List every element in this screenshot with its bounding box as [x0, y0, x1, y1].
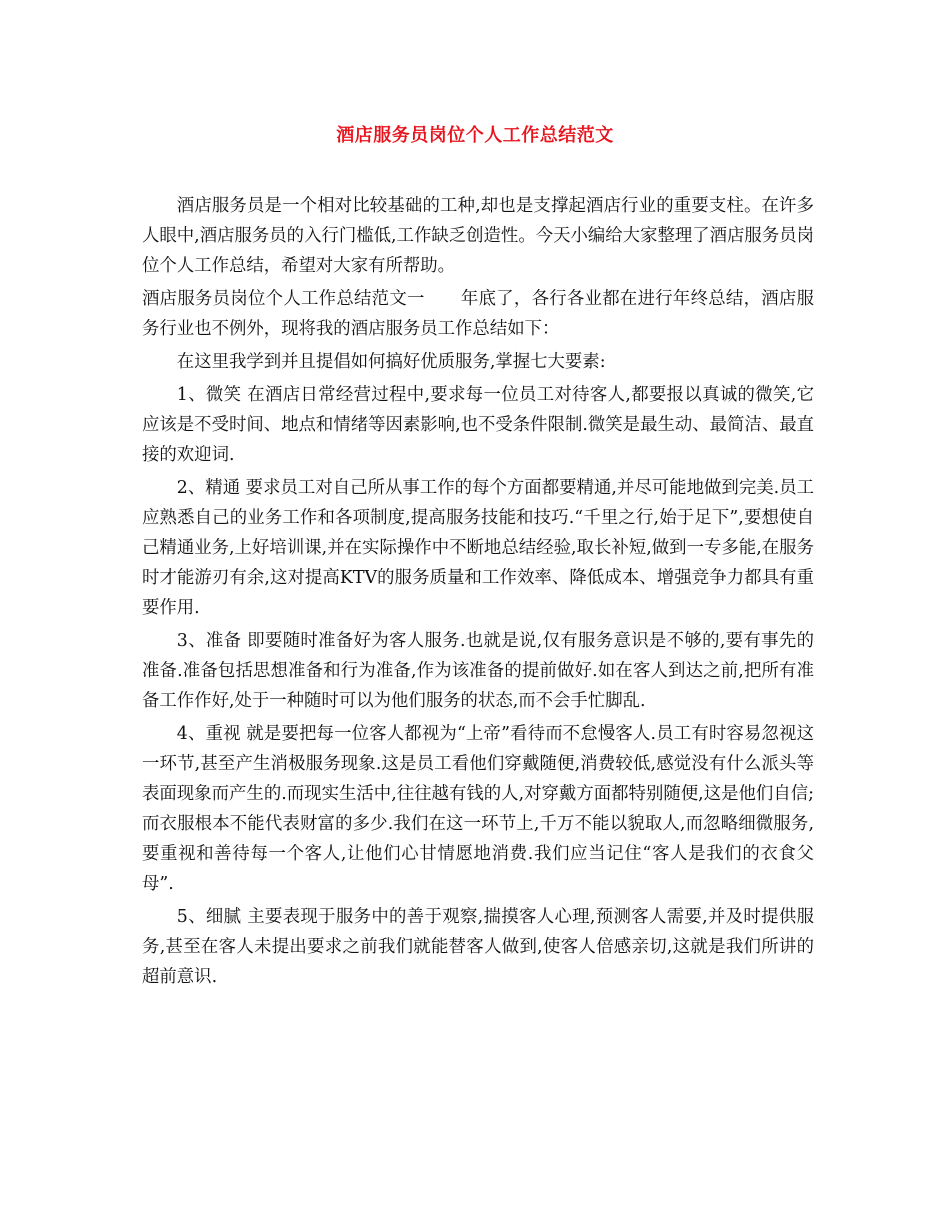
- lead-in-paragraph: 在这里我学到并且提倡如何搞好优质服务,掌握七大要素:: [176, 352, 606, 372]
- item-paragraph-proficiency: 2、精通 要求员工对自己所从事工作的每个方面都要精通,并尽可能地做到完美.员工应熟悉自己的业务工作和各项制度,提高服务技能和技巧.“千里之行,始于足下”,要想使自己精通业务,上好培训课,并在实际操作中不断地总结经验,取长补短,做到一专多能,在服务时才能游刃有余,这对提高KTV的服务质量和工作效率、降低成本、增强竞争力都具有重要作用.: [142, 478, 814, 618]
- section-paragraph: [142, 284, 814, 344]
- item-paragraph-attention: 4、重视 就是要把每一位客人都视为“上帝”看待而不怠慢客人.员工有时容易忽视这一环节,甚至产生消极服务现象.这是员工看他们穿戴随便,消费较低,感觉没有什么派头等表面现象而产生的.而现实生活中,往往越有钱的人,对穿戴方面都特别随便,这是他们自信;而衣服根本不能代表财富的多少.我们在这一环节上,千万不能以貌取人,而忽略细微服务,要重视和善待每一个客人,让他们心甘情愿地消费.我们应当记住“客人是我们的衣食父母”.: [142, 724, 814, 894]
- section-heading: 酒店服务员岗位个人工作总结范文一: [142, 289, 425, 309]
- document-body: [142, 191, 814, 995]
- section-lead: 年底了，各行各业都在进行年终总结，酒店服务行业也不例外，现将我的酒店服务员工作总结如下：: [142, 289, 814, 339]
- item-paragraph-meticulous: 5、细腻 主要表现于服务中的善于观察,揣摸客人心理,预测客人需要,并及时提供服务,甚至在客人未提出要求之前我们就能替客人做到,使客人倍感亲切,这就是我们所讲的超前意识.: [142, 907, 814, 987]
- item-paragraph-smile: 1、微笑 在酒店日常经营过程中,要求每一位员工对待客人,都要报以真诚的微笑,它应该是不受时间、地点和情绪等因素影响,也不受条件限制.微笑是最生动、最简洁、最直接的欢迎词.: [142, 385, 814, 465]
- item-paragraph-preparation: 3、准备 即要随时准备好为客人服务.也就是说,仅有服务意识是不够的,要有事先的准备.准备包括思想准备和行为准备,作为该准备的提前做好.如在客人到达之前,把所有准备工作作好,处于一种随时可以为他们服务的状态,而不会手忙脚乱.: [142, 631, 814, 711]
- document-title: 酒店服务员岗位个人工作总结范文: [336, 125, 614, 146]
- intro-paragraph: 酒店服务员是一个相对比较基础的工种,却也是支撑起酒店行业的重要支柱。在许多人眼中,酒店服务员的入行门槛低,工作缺乏创造性。今天小编给大家整理了酒店服务员岗位个人工作总结，希望对大家有所帮助。: [142, 196, 814, 276]
